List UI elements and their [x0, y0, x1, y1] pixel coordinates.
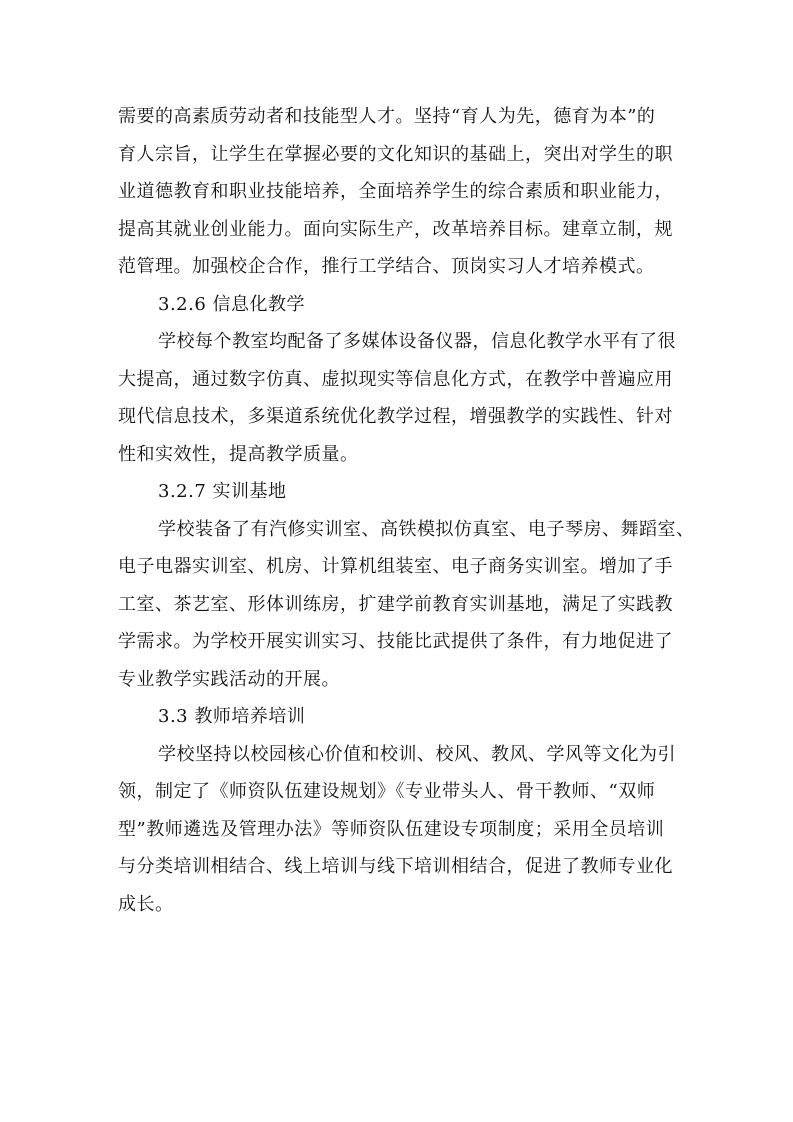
document-page: [118, 98, 695, 923]
text-line: 领，制定了《师资队伍建设规划》《专业带头人、骨干教师、“双师: [118, 781, 656, 802]
text-line: 电子电器实训室、机房、计算机组装室、电子商务实训室。增加了手: [118, 556, 673, 577]
text-line: 现代信息技术，多渠道系统优化教学过程，增强教学的实践性、针对: [118, 406, 673, 427]
text-line: 与分类培训相结合、线上培训与线下培训相结合，促进了教师专业化: [118, 856, 673, 877]
text-line: 成长。: [118, 893, 174, 915]
text-line: 3.2.7 实训基地: [158, 481, 287, 502]
text-line: 学需求。为学校开展实训实习、技能比武提供了条件，有力地促进了: [118, 631, 673, 652]
text-line: 学校装备了有汽修实训室、高铁模拟仿真室、电子琴房、舞蹈室、: [158, 518, 695, 540]
text-line: 范管理。加强校企合作，推行工学结合、顶岗实习人才培养模式。: [118, 256, 655, 277]
text-line: 大提高，通过数字仿真、虚拟现实等信息化方式，在教学中普遍应用: [118, 368, 673, 390]
text-line: 型”教师遴选及管理办法》等师资队伍建设专项制度；采用全员培训: [118, 818, 665, 840]
text-line: 专业教学实践活动的开展。: [118, 668, 340, 690]
text-line: 学校每个教室均配备了多媒体设备仪器，信息化教学水平有了很: [158, 331, 676, 352]
text-line: 3.2.6 信息化教学: [158, 293, 306, 315]
text-line: 工室、茶艺室、形体训练房，扩建学前教育实训基地，满足了实践教: [118, 593, 673, 615]
text-line: 3.3 教师培养培训: [158, 706, 306, 727]
text-line: 学校坚持以校园核心价值和校训、校风、教风、学风等文化为引: [158, 743, 676, 765]
text-line: 需要的高素质劳动者和技能型人才。坚持“育人为先，德育为本”的: [118, 106, 656, 127]
text-line: 育人宗旨，让学生在掌握必要的文化知识的基础上，突出对学生的职: [118, 143, 673, 165]
text-line: 性和实效性，提高教学质量。: [118, 443, 359, 465]
text-line: 提高其就业创业能力。面向实际生产，改革培养目标。建章立制，规: [118, 218, 673, 240]
text-line: 业道德教育和职业技能培养，全面培养学生的综合素质和职业能力，: [118, 181, 673, 202]
